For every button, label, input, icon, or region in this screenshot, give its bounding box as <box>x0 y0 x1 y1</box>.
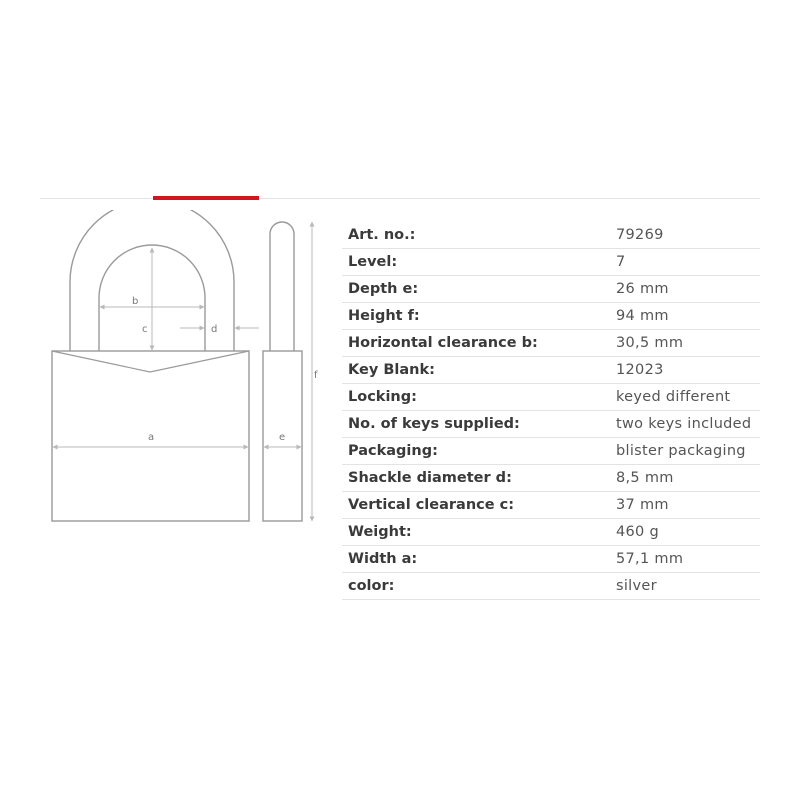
spec-row-art-no <box>342 222 760 249</box>
dimension-label-e: e <box>279 432 286 443</box>
spec-label: Horizontal clearance b: <box>342 330 610 357</box>
spec-value: 30,5 mm <box>610 330 760 357</box>
spec-row-shackle-diameter <box>342 465 760 492</box>
side-shackle-outline <box>270 222 294 351</box>
spec-label: Art. no.: <box>342 222 610 249</box>
spec-value: keyed different <box>610 384 760 411</box>
spec-label: Weight: <box>342 519 610 546</box>
spec-label: Locking: <box>342 384 610 411</box>
spec-row-weight <box>342 519 760 546</box>
section-divider <box>40 198 760 199</box>
spec-row-height <box>342 303 760 330</box>
spec-label: Width a: <box>342 546 610 573</box>
spec-row-keys-supplied <box>342 411 760 438</box>
spec-label: No. of keys supplied: <box>342 411 610 438</box>
spec-row-horizontal-clearance <box>342 330 760 357</box>
spec-label: Vertical clearance c: <box>342 492 610 519</box>
spec-value: 460 g <box>610 519 760 546</box>
dimension-label-b: b <box>132 296 139 307</box>
spec-row-key-blank <box>342 357 760 384</box>
spec-value: 79269 <box>610 222 760 249</box>
spec-value: 26 mm <box>610 276 760 303</box>
spec-value: two keys included <box>610 411 760 438</box>
spec-row-depth <box>342 276 760 303</box>
spec-label: Level: <box>342 249 610 276</box>
spec-label: Key Blank: <box>342 357 610 384</box>
section-divider-accent <box>153 196 259 200</box>
spec-value: 8,5 mm <box>610 465 760 492</box>
spec-value: 12023 <box>610 357 760 384</box>
dimension-label-d: d <box>211 324 218 335</box>
spec-row-width <box>342 546 760 573</box>
spec-label: Height f: <box>342 303 610 330</box>
spec-value: 37 mm <box>610 492 760 519</box>
spec-row-color <box>342 573 760 600</box>
spec-value: silver <box>610 573 760 600</box>
padlock-drawing-svg <box>40 210 340 540</box>
spec-row-packaging <box>342 438 760 465</box>
spec-label: color: <box>342 573 610 600</box>
spec-row-vertical-clearance <box>342 492 760 519</box>
dimension-label-a: a <box>148 432 155 443</box>
spec-row-level <box>342 249 760 276</box>
dimension-label-f: f <box>314 370 318 381</box>
spec-row-locking <box>342 384 760 411</box>
specifications-table <box>342 222 760 600</box>
dimension-label-c: c <box>142 324 148 335</box>
spec-label: Packaging: <box>342 438 610 465</box>
spec-value: 94 mm <box>610 303 760 330</box>
spec-label: Shackle diameter d: <box>342 465 610 492</box>
spec-value: 57,1 mm <box>610 546 760 573</box>
spec-label: Depth e: <box>342 276 610 303</box>
padlock-dimension-drawing <box>40 210 340 540</box>
spec-value: 7 <box>610 249 760 276</box>
spec-value: blister packaging <box>610 438 760 465</box>
